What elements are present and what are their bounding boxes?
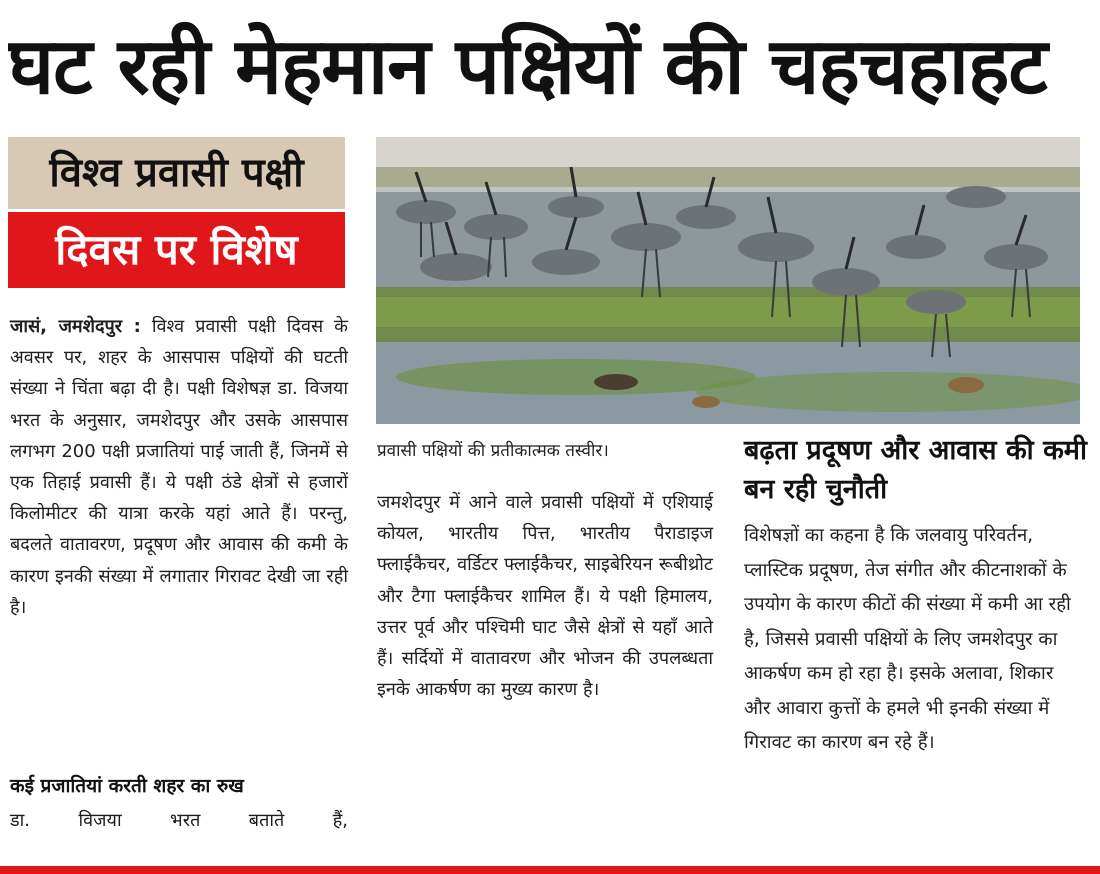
photo-caption: प्रवासी पक्षियों की प्रतीकात्मक तस्वीर। xyxy=(377,441,609,461)
headline: घट रही मेहमान पक्षियों की चहचहाहट xyxy=(8,22,1047,112)
subheading-species: कई प्रजातियां करती शहर का रुख xyxy=(10,775,244,797)
cranes-photo xyxy=(376,137,1080,424)
article-column-2: जमशेदपुर में आने वाले प्रवासी पक्षियों में एशियाई कोयल, भारतीय पित्त, भारतीय पैराडाइज फ्लाईकैचर, वर्डिटर फ्लाईकैचर, साइबेरियन रूबीथ्रोट और टैगा फ्लाईकैचर शामिल हैं। ये पक्षी हिमालय, उत्तर पूर्व और पश्चिमी घाट जैसे क्षेत्रों से यहाँ आते हैं। सर्दियों में वातावरण और भोजन की उपलब्धता इनके आकर्षण का मुख्य कारण है। xyxy=(377,492,713,701)
column-1-continuation: डा. विजया भरत बताते हैं, xyxy=(10,810,348,831)
article-column-3: विशेषज्ञों का कहना है कि जलवायु परिवर्तन, प्लास्टिक प्रदूषण, तेज संगीत और कीटनाशकों के उपयोग के कारण कीटों की संख्या में कमी आ रही है, जिससे प्रवासी पक्षियों के लिए जमशेदपुर का आकर्षण कम हो रहा है। इसके अलावा, शिकार और आवारा कुत्तों के हमले भी इनकी संख्या में गिरावट का कारण बन रहे हैं। xyxy=(744,525,1071,753)
kicker-line-1: विश्व प्रवासी पक्षी xyxy=(8,137,345,209)
column-1-body: विश्व प्रवासी पक्षी दिवस के अवसर पर, शहर के आसपास पक्षियों की घटती संख्या ने चिंता बढ़ा दी है। पक्षी विशेषज्ञ डा. विजया भरत के अनुसार, जमशेदपुर और उसके आसपास लगभग 200 पक्षी प्रजातियां पाई जाती हैं, जिनमें से एक तिहाई प्रवासी हैं। ये पक्षी ठंडे क्षेत्रों से हजारों किलोमीटर की यात्रा करके यहां आते हैं। परन्तु, बदलते वातावरण, प्रदूषण और आवास की कमी के कारण इनकी संख्या में लगातार गिरावट देखी जा रही है। xyxy=(10,316,348,618)
kicker-line-2: दिवस पर विशेष xyxy=(8,212,345,288)
dateline: जासं, जमशेदपुर : xyxy=(10,316,141,337)
cranes-illustration xyxy=(376,137,1080,424)
article-column-1 xyxy=(10,311,348,623)
bottom-red-rule xyxy=(0,866,1100,874)
column-3-heading: बढ़ता प्रदूषण और आवास की कमी बन रही चुनौती xyxy=(744,435,1087,505)
